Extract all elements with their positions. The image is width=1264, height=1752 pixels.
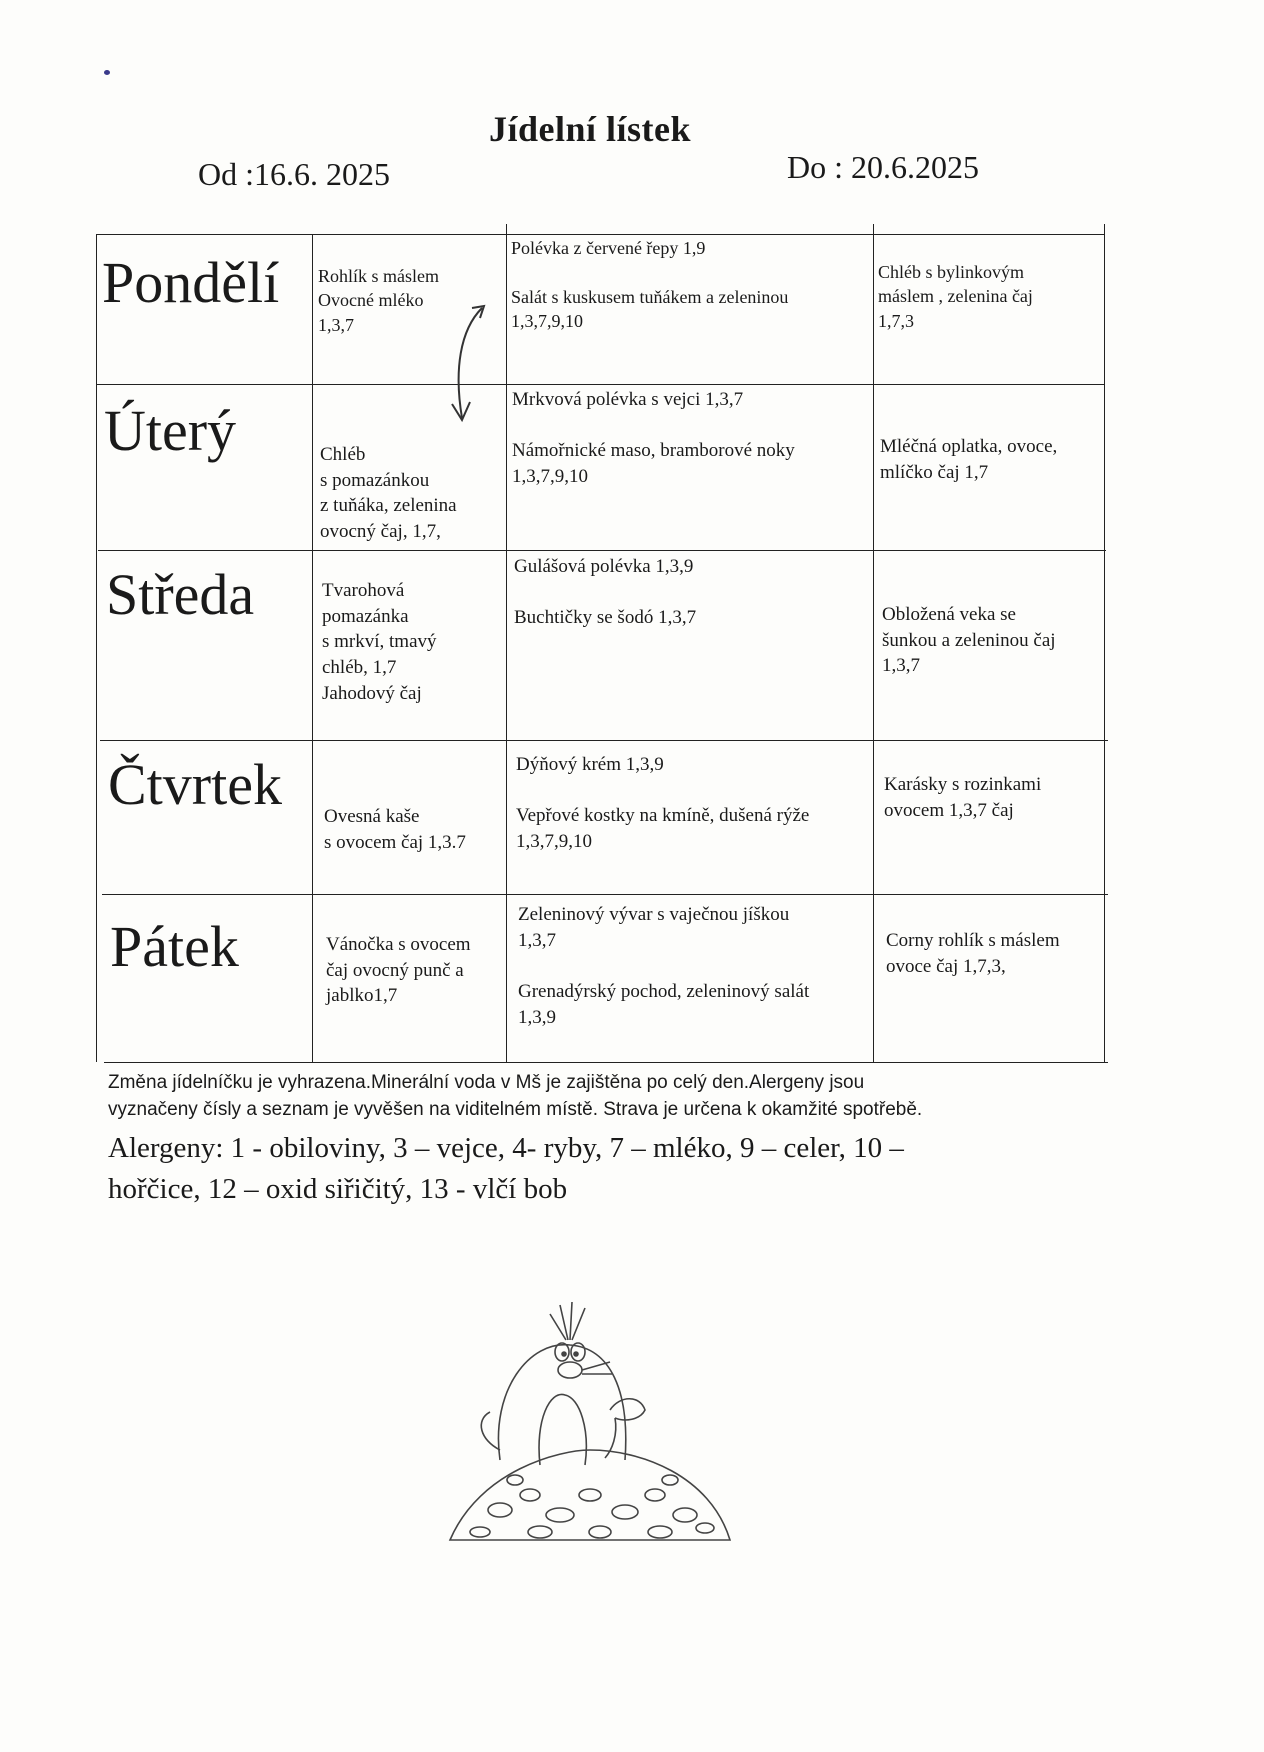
day-wednesday: Středa [106,562,255,627]
thursday-snack-pm: Karásky s rozinkami ovocem 1,3,7 čaj [884,774,1042,821]
monday-snack-am: Rohlík s máslem Ovocné mléko 1,3,7 [318,266,439,335]
day-monday: Pondělí [102,250,280,315]
tuesday-lunch: Mrkvová polévka s vejci 1,3,7 Námořnické maso, bramborové noky 1,3,7,9,10 [512,389,795,487]
wednesday-snack-pm: Obložená veka se šunkou a zeleninou čaj 1,3,7 [882,604,1056,677]
monday-lunch: Polévka z červené řepy 1,9 Salát s kuskusem tuňákem a zeleninou 1,3,7,9,10 [511,238,789,331]
page-title: Jídelní lístek [488,109,692,149]
ink-dot [104,70,110,75]
day-thursday: Čtvrtek [108,752,282,817]
notice-text: Změna jídelníčku je vyhrazena.Minerální voda v Mš je zajištěna po celý den.Alergeny jsou vyznačeny čísly a seznam je vyvěšen na viditelném místě. Strava je určena k okamžité spotřebě. [108,1072,923,1120]
friday-snack-pm: Corny rohlík s máslem ovoce čaj 1,7,3, [886,930,1060,977]
friday-lunch: Zeleninový vývar s vaječnou jíškou 1,3,7 Grenadýrský pochod, zeleninový salát 1,3,9 [518,904,810,1028]
wednesday-lunch: Gulášová polévka 1,3,9 Buchtičky se šodó 1,3,7 [514,556,697,629]
mole-mascot-icon [440,1300,740,1550]
day-friday: Pátek [110,914,239,979]
wednesday-snack-am: Tvarohová pomazánka s mrkví, tmavý chléb, 1,7 Jahodový čaj [322,580,437,704]
friday-snack-am: Vánočka s ovocem čaj ovocný punč a jablko1,7 [326,934,471,1007]
allergen-list: Alergeny: 1 - obiloviny, 3 – vejce, 4- ryby, 7 – mléko, 9 – celer, 10 – hořčice, 12 – oxid siřičitý, 13 - vlčí bob [108,1132,904,1205]
menu-table [96,224,1106,1066]
tuesday-snack-pm: Mléčná oplatka, ovoce, mlíčko čaj 1,7 [880,436,1058,483]
monday-snack-pm: Chléb s bylinkovým máslem , zelenina čaj 1,7,3 [878,262,1033,331]
handwritten-arrow-icon [440,300,500,430]
thursday-lunch: Dýňový krém 1,3,9 Vepřové kostky na kmíně, dušená rýže 1,3,7,9,10 [516,754,810,852]
date-to: Do : 20.6.2025 [787,149,979,185]
tuesday-snack-am: Chléb s pomazánkou z tuňáka, zelenina ovocný čaj, 1,7, [320,444,457,542]
thursday-snack-am: Ovesná kaše s ovocem čaj 1,3.7 [324,806,466,853]
day-tuesday: Úterý [104,398,237,463]
date-from: Od :16.6. 2025 [198,156,390,192]
